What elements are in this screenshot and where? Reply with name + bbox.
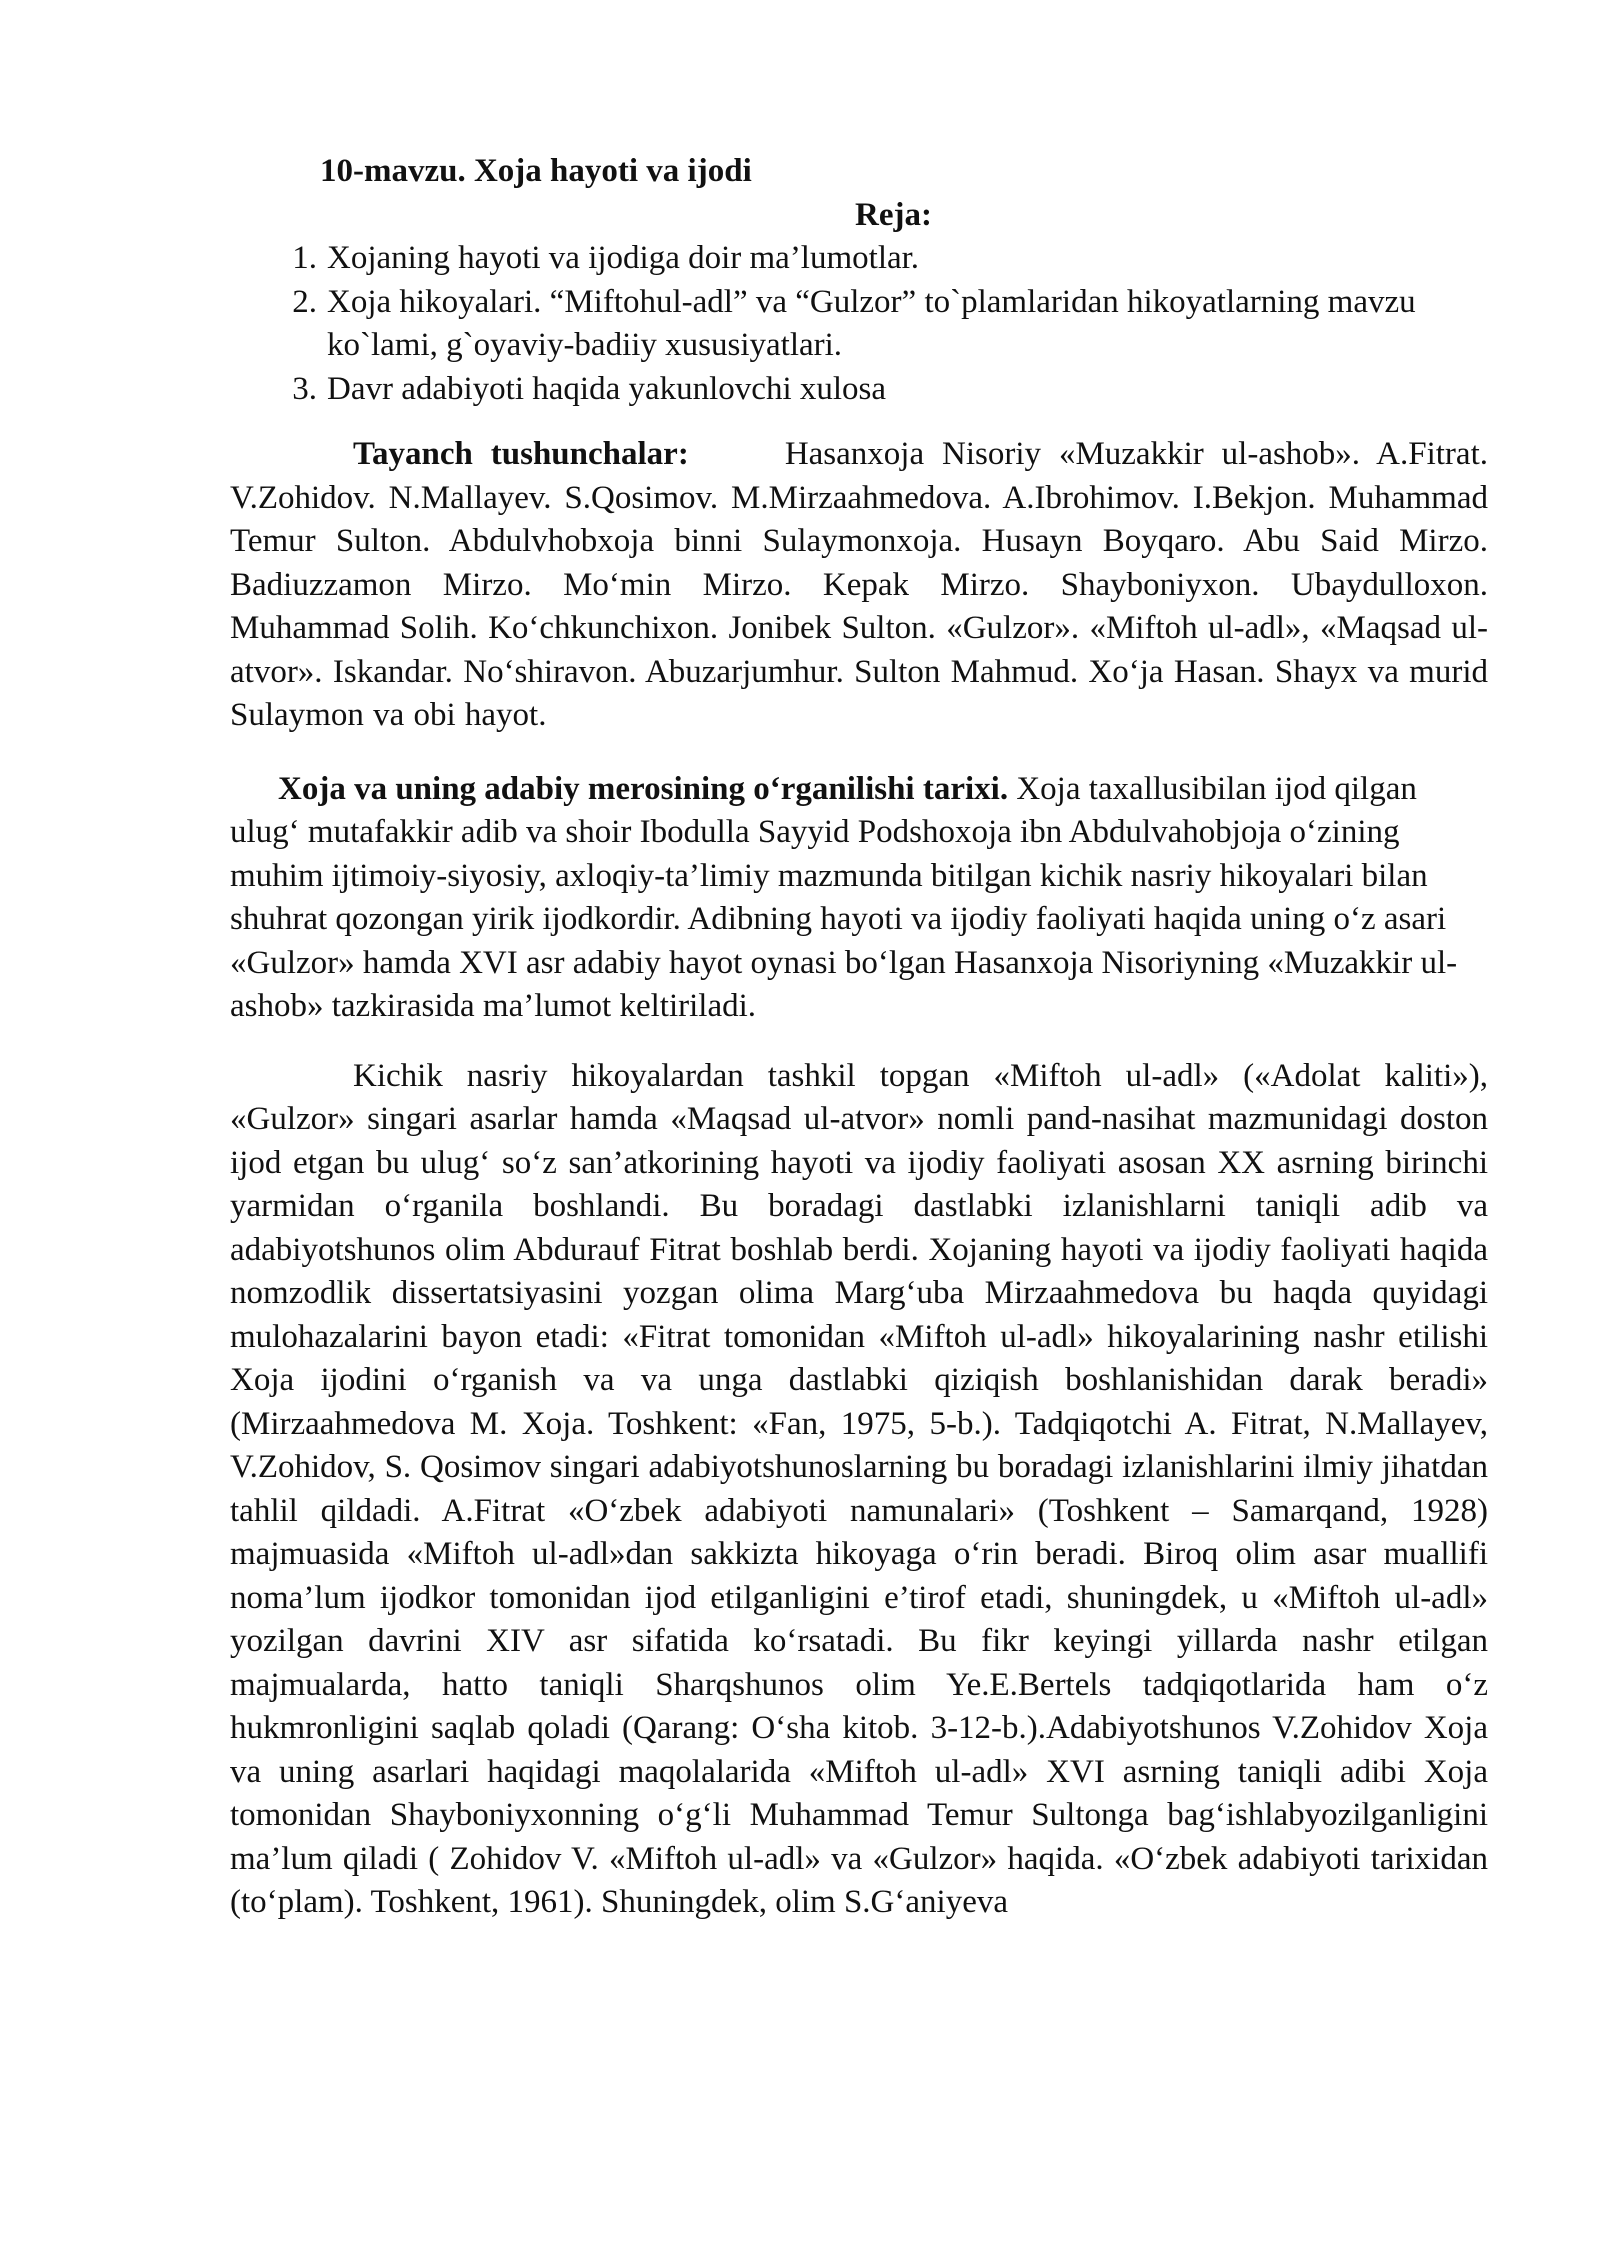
body-paragraph: Kichik nasriy hikoyalardan tashkil topgan «Miftoh ul-adl» («Adolat kaliti»), «Gulzor» singari asarlar hamda «Maqsad ul-atvor» nomli pand-nasihat mazmunidagi doston ijod etgan bu ulug‘ so‘z san’atkorining hayoti va ijodiy faoliyati asosan XX asrning birinchi yarmidan o‘rganila boshlandi. Bu boradagi dastlabki izlanishlarni taniqli adib va adabiyotshunos olim Abdurauf Fitrat boshlab berdi. Xojaning hayoti va ijodiy faoliyati haqida nomzodlik dissertatsiyasini yozgan olima Marg‘uba Mirzaahmedova bu haqda quyidagi mulohazalarini bayon etadi: «Fitrat tomonidan «Miftoh ul-adl» hikoyalarining nashr etilishi Xoja ijodini o‘rganish va va unga dastlabki qiziqish boshlanishidan darak beradi» (Mirzaahmedova M. Xoja. Toshkent: «Fan, 1975, 5-b.). Tadqiqotchi A. Fitrat, N.Mallayev, V.Zohidov, S. Qosimov singari adabiyotshunoslarning bu boradagi izlanishlarini ilmiy jihatdan tahlil qildadi. A.Fitrat «O‘zbek adabiyoti namunalari» (Toshkent – Samarqand, 1928) majmuasida «Miftoh ul-adl»dan sakkizta hikoyaga o‘rin beradi. Biroq olim asar muallifi noma’lum ijodkor tomonidan ijod etilganligini e’tirof etadi, shuningdek, u «Miftoh ul-adl» yozilgan davrini XIV asr sifatida ko‘rsatadi. Bu fikr keyingi yillarda nashr etilgan majmualarda, hatto taniqli Sharqshunos olim Ye.E.Bertels tadqiqotlarida ham o‘z hukmronligini saqlab qoladi (Qarang: O‘sha kitob. 3-12-b.).Adabiyotshunos V.Zohidov Xoja va uning asarlari haqidagi maqolalarida «Miftoh ul-adl» XVI asrning taniqli adibi Xoja tomonidan Shayboniyxonning o‘g‘li Muhammad Temur Sultonga bag‘ishlabyozilganligini ma’lum qiladi ( Zohidov V. «Miftoh ul-adl» va «Gulzor» haqida. «O‘zbek adabiyoti tarixidan (to‘plam). Toshkent, 1961). Shuningdek, olim S.G‘aniyeva [230,1057,1488,1920]
plan-item-text: Xoja hikoyalari. “Miftohul-adl” va “Gulzor” to`plamlaridan hikoyatlarning mavzu ko`lami, g`oyaviy-badiiy xususiyatlari. [327,283,1416,363]
plan-item-number: 3. [292,370,317,407]
study-history-paragraph [230,768,1488,1029]
key-terms-paragraph [230,433,1488,738]
plan-item [292,281,1457,368]
plan-heading: Reja: [855,196,932,233]
document-page [230,150,1488,1925]
key-terms-label: Tayanch tushunchalar: [353,436,689,472]
plan-item-text: Xojaning hayoti va ijodiga doir ma’lumotlar. [327,240,920,276]
study-history-heading: Xoja va uning adabiy merosining o‘rganilishi tarixi. [278,770,1009,807]
document-title: 10-mavzu. Xoja hayoti va ijodi [320,153,752,189]
study-history-text: Xoja taxallusibilan ijod qilgan ulug‘ mutafakkir adib va shoir Ibodulla Sayyid Podshoxoja ibn Abdulvahobjoja o‘zining muhim ijtimoiy-siyosiy, axloqiy-ta’limiy mazmunda bitilgan kichik nasriy hikoyalari bilan shuhrat qozongan yirik ijodkordir. Adibning hayoti va ijodiy faoliyati haqida uning o‘z asari «Gulzor» hamda XVI asr adabiy hayot oynasi bo‘lgan Hasanxoja Nisoriyning «Muzakkir ul-ashob» tazkirasida ma’lumot keltiriladi. [230,770,1458,1024]
plan-item-number: 2. [292,283,317,320]
plan-item [292,368,1457,412]
plan-item-text: Davr adabiyoti haqida yakunlovchi xulosa [327,370,887,407]
plan-item [292,237,1457,281]
key-terms-text: Hasanxoja Nisoriy «Muzakkir ul-ashob». A.Fitrat. V.Zohidov. N.Mallayev. S.Qosimov. M.Mirzaahmedova. A.Ibrohimov. I.Bekjon. Muhammad Temur Sulton. Abdulvhobxoja binni Sulaymonxoja. Husayn Boyqaro. Abu Said Mirzo. Badiuzzamon Mirzo. Mo‘min Mirzo. Kepak Mirzo. Shayboniyxon. Ubaydulloxon. Muhammad Solih. Ko‘chkunchixon. Jonibek Sulton. «Gulzor». «Miftoh ul-adl», «Maqsad ul-atvor». Iskandar. No‘shiravon. Abuzarjumhur. Sulton Mahmud. Xo‘ja Hasan. Shayx va murid Sulaymon va obi hayot. [230,436,1488,733]
plan-list [230,237,1488,411]
plan-item-number: 1. [292,240,317,276]
